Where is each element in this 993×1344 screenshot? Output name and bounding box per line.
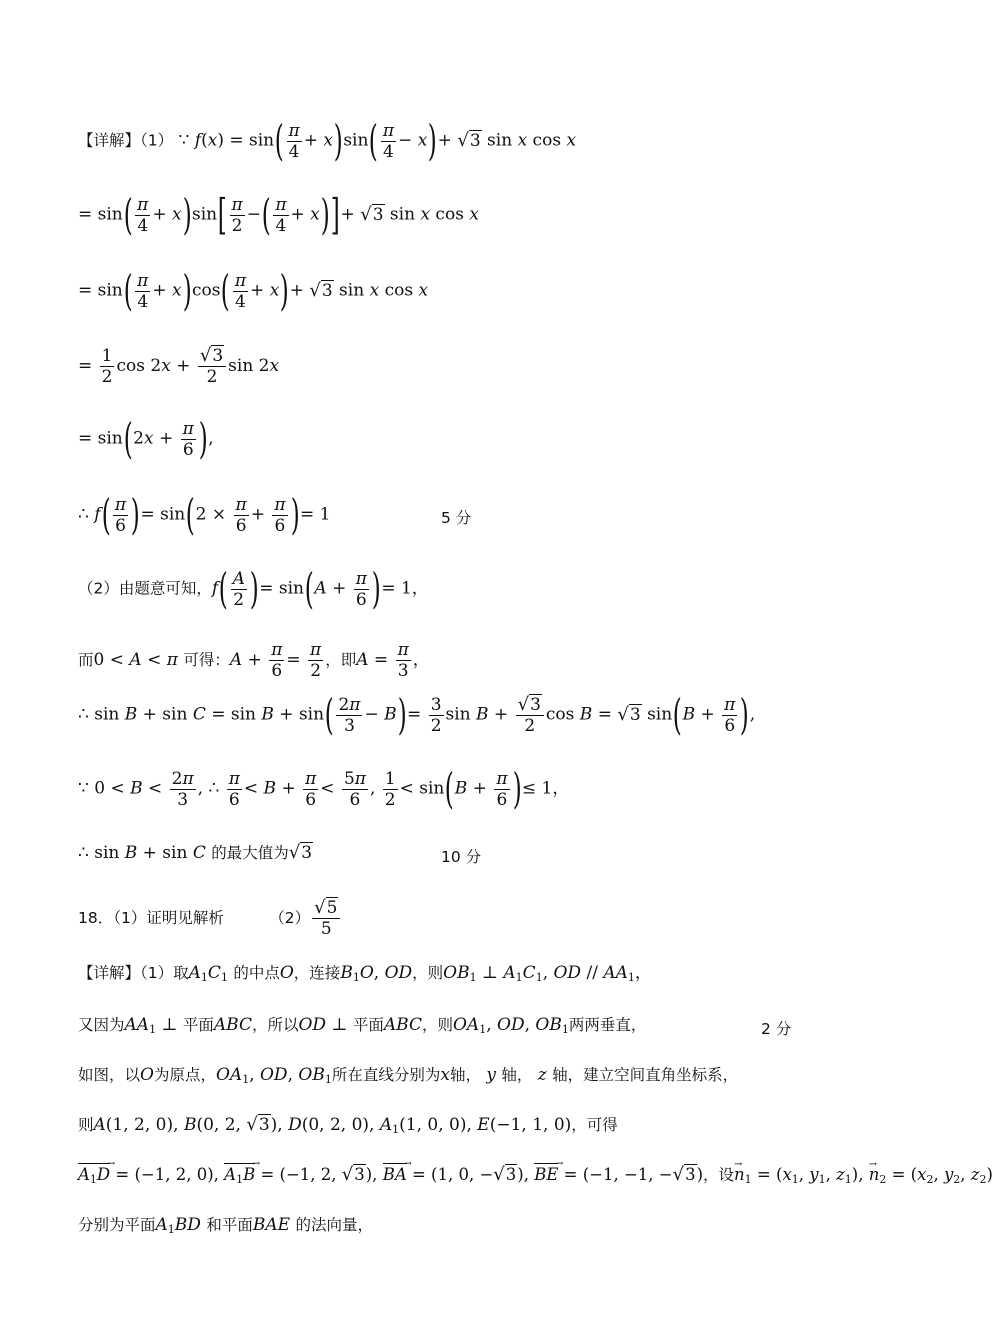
- q18-line-2: 又因为$AA_1$ ⊥ 平面ABC，所以OD ⊥ 平面ABC，则$OA_1$, OD, $OB_1$两两垂直，: [78, 1015, 647, 1036]
- eq-line-4: = $\frac{1}{2}$ cos 2x + $\frac{√3}{2}$ sin 2x: [78, 345, 280, 387]
- eq-line-10: ∵ 0 < B < $\frac{2\pi}{3}$ , ∴ $\frac{\pi}{6}$ < B + $\frac{\pi}{6}$ < $\frac{5\pi}{6}$ , $\frac{1}{2}$ < sin(B + $\frac{\pi}{6}$ )≤ 1，: [78, 764, 570, 813]
- q18-line-4: 则A(1, 2, 0), B(0, 2, √3), D(0, 2, 0), $A_1(1$, 0, 0), E(−1, 1, 0)，可得: [78, 1114, 618, 1136]
- q18-line-6: 分别为平面$A_1BD$ 和平面BAE 的法向量，: [78, 1215, 373, 1236]
- eq-line-5: = sin(2x + $\frac{\pi}{6}$ ),: [78, 414, 214, 463]
- eq-line-9: ∴ sin B + sin C = sin B + sin( $\frac{2\pi}{3}$ − B)= $\frac{3}{2}$ sin B + $\frac{√3}{2}$ cos B = √3 sin(B + $\frac{\pi}{6}$ ),: [78, 690, 756, 739]
- eq-line-3: = sin( $\frac{\pi}{4}$ + x)cos( $\frac{\pi}{4}$ + x)+ √3 sin x cos x: [78, 266, 429, 315]
- q18-line-5: $A_1D$ → = (−1, 2, 0), $A_1B$ → = (−1, 2, √3), BA → = (1, 0, −√3), BE → = (−1, −1, −√3)，设→ $n_1 = (x_1$, $y_1$, $z_1$), → $n_2 = (x_2$, $y_2$, $z_2$): [78, 1164, 993, 1191]
- q18-line-3: 如图，以O为原点，$OA_1$, OD, $OB_1$所在直线分别为x轴， y 轴， z 轴，建立空间直角坐标系，: [78, 1065, 739, 1086]
- eq-line-11: ∴ sin B + sin C 的最大值为√3: [78, 842, 313, 863]
- eq-line-8: 而0 < A < π 可得：A + $\frac{\pi}{6}$ = $\frac{\pi}{2}$ ，即A = $\frac{\pi}{3}$ ，: [78, 640, 430, 681]
- q18-answer-line: 18．（1）证明见解析 （2） $\frac{√5}{5}$: [78, 898, 342, 939]
- eq-line-2: = sin( $\frac{\pi}{4}$ + x)sin[ $\frac{\pi}{2}$ −( $\frac{\pi}{4}$ + x)]+ √3 sin x cos x: [78, 190, 479, 239]
- eq-line-7: （2）由题意可知，f( $\frac{A}{2}$ )= sin(A + $\frac{\pi}{6}$ )= 1，: [78, 564, 429, 613]
- detail-label: 【详解】: [78, 131, 141, 150]
- eq-line-6: ∴ f( $\frac{\pi}{6}$ )= sin(2 × $\frac{\pi}{6}$ + $\frac{\pi}{6}$ )= 1: [78, 490, 331, 539]
- score-2: 2 分: [761, 1020, 792, 1038]
- score-10: 10 分: [441, 848, 482, 866]
- score-5: 5 分: [441, 509, 472, 527]
- q18-line-1: 【详解】（1）取$A_1C_1$ 的中点O，连接$B_1O$, OD，则$OB_1$ ⊥ $A_1C_1$, OD // $AA_1$，: [78, 963, 652, 984]
- eq-line-1: 【详解】（1） ∵ f(x) = sin( $\frac{\pi}{4}$ + x)sin( $\frac{\pi}{4}$ − x)+ √3 sin x cos x: [78, 116, 577, 165]
